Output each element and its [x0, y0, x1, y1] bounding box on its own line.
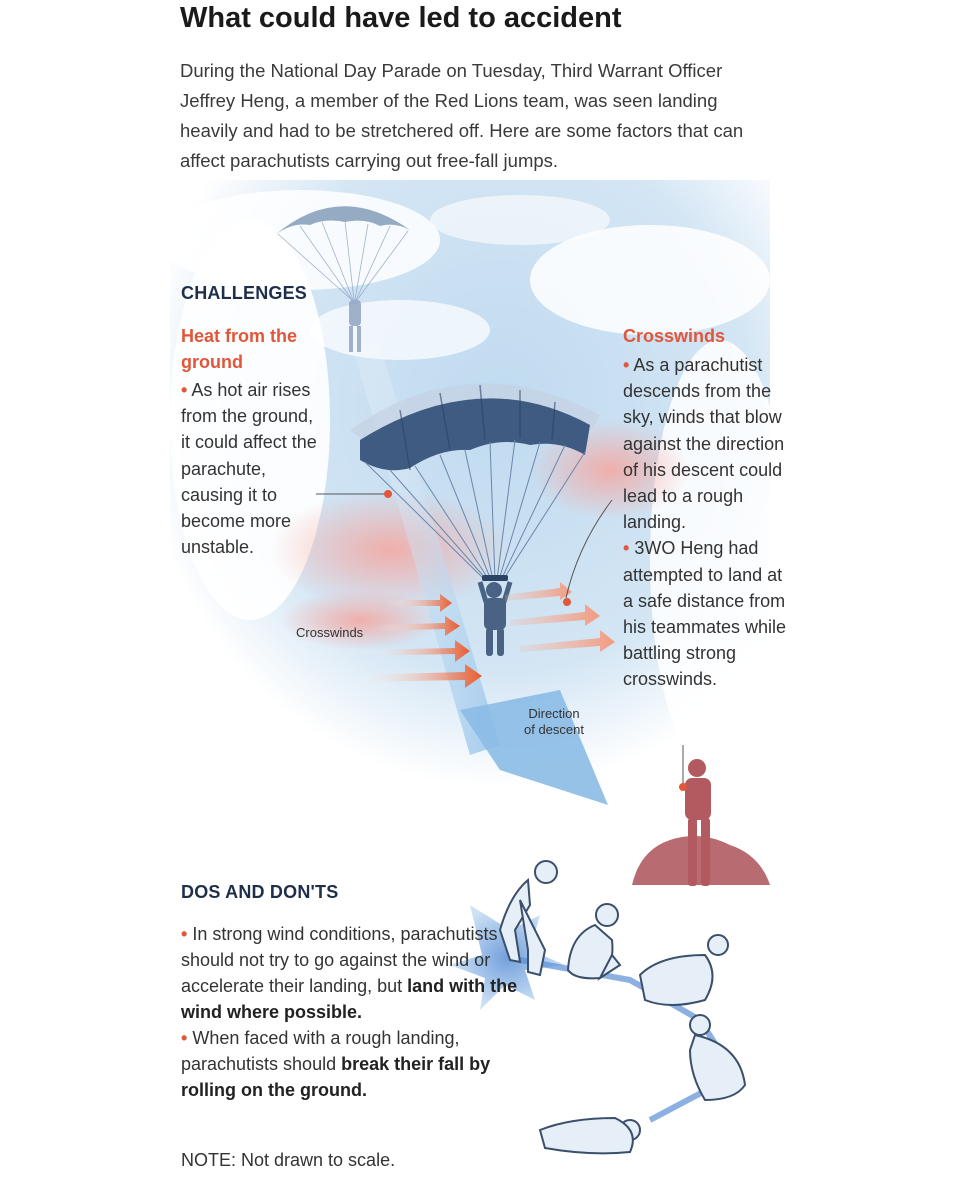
crosswinds-point-1 — [623, 352, 793, 535]
bullet-dot: • — [623, 538, 630, 559]
heat-text: As hot air rises from the ground, it could affect the parachute, causing it to become more unstable. — [181, 380, 317, 558]
bullet-dot: • — [181, 924, 188, 944]
dos-donts-heading: DOS AND DON'TS — [181, 882, 339, 902]
bullet-dot: • — [181, 1028, 188, 1048]
crosswinds-text-1: As a parachutist descends from the sky, winds that blow against the direction of his descent could lead to a rough landing. — [623, 355, 785, 533]
crosswinds-label: Crosswinds — [296, 625, 364, 640]
heat-marker-dot — [384, 490, 392, 498]
note-text: NOTE: Not drawn to scale. — [181, 1150, 396, 1170]
descent-label-line-2: of descent — [524, 722, 584, 737]
bullet-dot: • — [181, 380, 188, 400]
heat-description — [181, 377, 321, 560]
dos-donts-list — [181, 921, 541, 1103]
dos-item-2 — [181, 1025, 541, 1103]
descent-label-line-1: Direction — [528, 706, 580, 721]
intro-paragraph: During the National Day Parade on Tuesday, Third Warrant Officer Jeffrey Heng, a member of the Red Lions team, was seen landing heavily and had to be stretchered off. Here are some factors that can affect parachutists carrying out free-fall jumps. — [180, 60, 744, 171]
crosswinds-point-2 — [623, 535, 793, 692]
dos-item-1-emphasis: land with the wind where possible. — [181, 976, 518, 1022]
crosswinds-text-2: 3WO Heng had attempted to land at a safe distance from his teammates while battling strong crosswinds. — [623, 538, 787, 690]
heat-subheading: Heat from the ground — [181, 326, 298, 372]
dos-item-2-emphasis: break their fall by rolling on the ground. — [181, 1054, 491, 1100]
crosswinds-subheading: Crosswinds — [623, 326, 726, 346]
dos-item-1 — [181, 921, 541, 1025]
crosswinds-description — [623, 352, 793, 693]
challenges-heading: CHALLENGES — [181, 283, 308, 303]
bullet-dot: • — [623, 355, 630, 375]
crosswind-marker-dot — [563, 598, 571, 606]
dos-item-2-text: When faced with a rough landing, parachutists should — [181, 1028, 460, 1074]
dos-item-1-text: In strong wind conditions, parachutists should not try to go against the wind or accelerate their landing, but — [181, 924, 498, 996]
descent-label — [514, 706, 594, 738]
page-title: What could have led to accident — [180, 2, 622, 34]
